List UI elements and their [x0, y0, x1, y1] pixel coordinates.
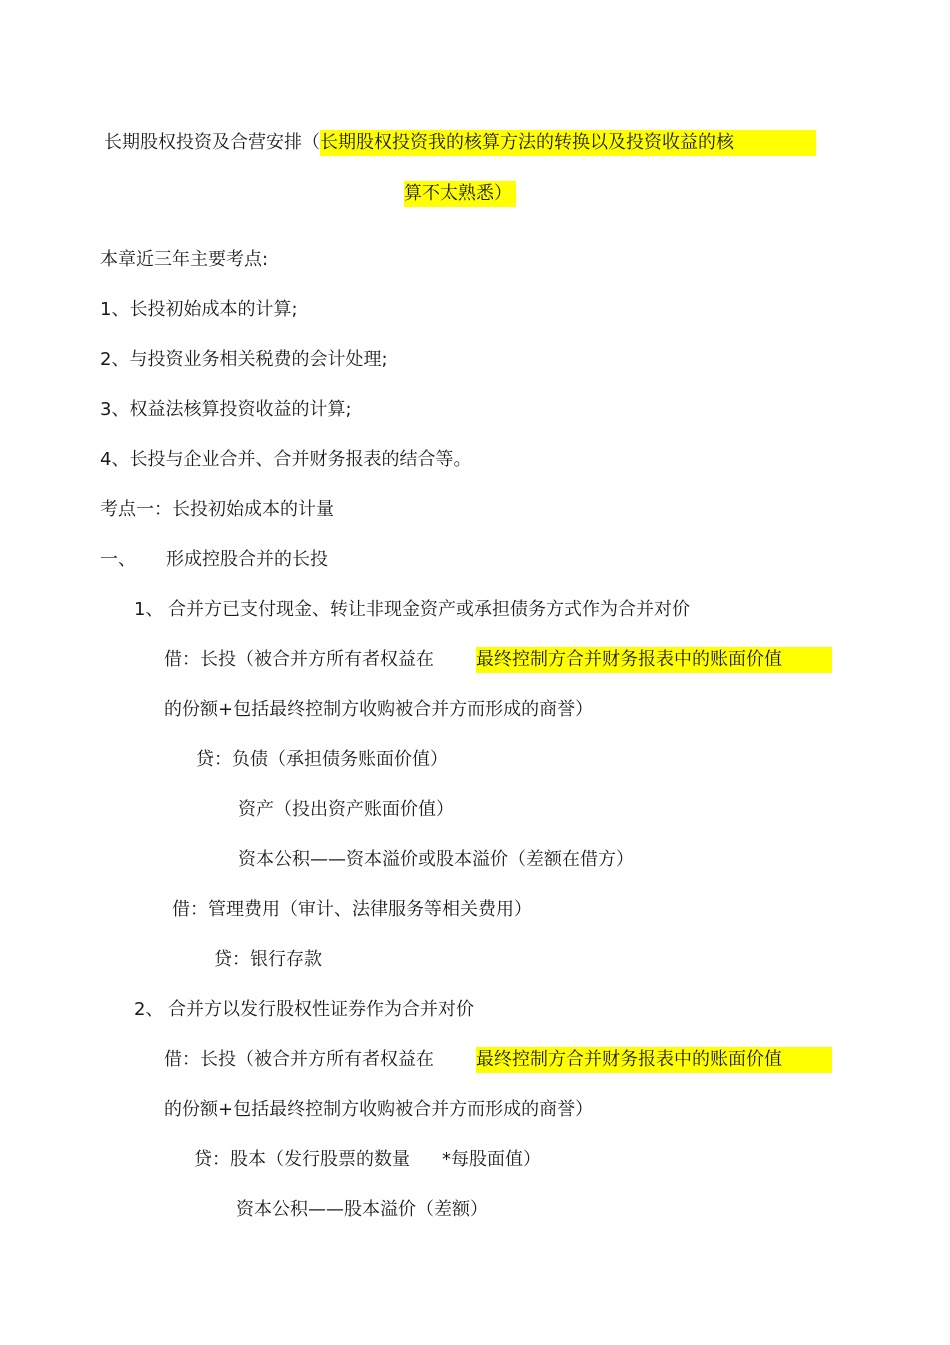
- case-2-credit-share-capital: 贷：股本（发行股票的数量: [194, 1149, 410, 1170]
- case-1-debit: 借：长投（被合并方所有者权益在: [164, 649, 434, 670]
- case-1-debit-cont: 的份额+包括最终控制方收购被合并方而形成的商誉）: [164, 699, 594, 720]
- key-point-3: 3、权益法核算投资收益的计算;: [100, 399, 352, 420]
- case-1-debit-admin-expense: 借：管理费用（审计、法律服务等相关费用）: [172, 899, 532, 920]
- case-1-title: 合并方已支付现金、转让非现金资产或承担债务方式作为合并对价: [168, 599, 690, 620]
- title-highlight-cont: 算不太熟悉）: [404, 181, 516, 207]
- case-1-debit-highlight-wrap: [476, 647, 832, 673]
- section-title: 形成控股合并的长投: [166, 549, 328, 570]
- document-title-cont: [404, 181, 516, 207]
- case-1-debit-highlight: 最终控制方合并财务报表中的账面价值: [476, 647, 832, 673]
- key-point-1: 1、长投初始成本的计算;: [100, 299, 298, 320]
- section-number: 一、: [100, 549, 136, 570]
- chapter-intro: 本章近三年主要考点:: [100, 249, 269, 270]
- case-1-credit-capital-reserve: 资本公积——资本溢价或股本溢价（差额在借方）: [238, 849, 634, 870]
- case-1-credit-asset: 资产（投出资产账面价值）: [238, 799, 454, 820]
- case-2-debit: 借：长投（被合并方所有者权益在: [164, 1049, 434, 1070]
- case-2-credit-capital-reserve: 资本公积——股本溢价（差额）: [236, 1199, 488, 1220]
- case-2-debit-cont: 的份额+包括最终控制方收购被合并方而形成的商誉）: [164, 1099, 594, 1120]
- document-title: [104, 130, 816, 156]
- title-prefix: 长期股权投资及合营安排（: [104, 132, 320, 153]
- case-1-credit-bank: 贷：银行存款: [214, 949, 322, 970]
- key-point-2: 2、与投资业务相关税费的会计处理;: [100, 349, 388, 370]
- case-2-credit-share-capital-cont: *每股面值）: [442, 1149, 541, 1170]
- case-1-number: 1、: [134, 599, 164, 620]
- case-2-title: 合并方以发行股权性证券作为合并对价: [168, 999, 474, 1020]
- title-highlight: 长期股权投资我的核算方法的转换以及投资收益的核: [320, 130, 816, 156]
- case-2-number: 2、: [134, 999, 164, 1020]
- key-point-4: 4、长投与企业合并、合并财务报表的结合等。: [100, 449, 472, 470]
- case-2-debit-highlight: 最终控制方合并财务报表中的账面价值: [476, 1047, 832, 1073]
- case-2-debit-highlight-wrap: [476, 1047, 832, 1073]
- case-1-credit-liability: 贷：负债（承担债务账面价值）: [196, 749, 448, 770]
- point-one-heading: 考点一：长投初始成本的计量: [100, 499, 334, 520]
